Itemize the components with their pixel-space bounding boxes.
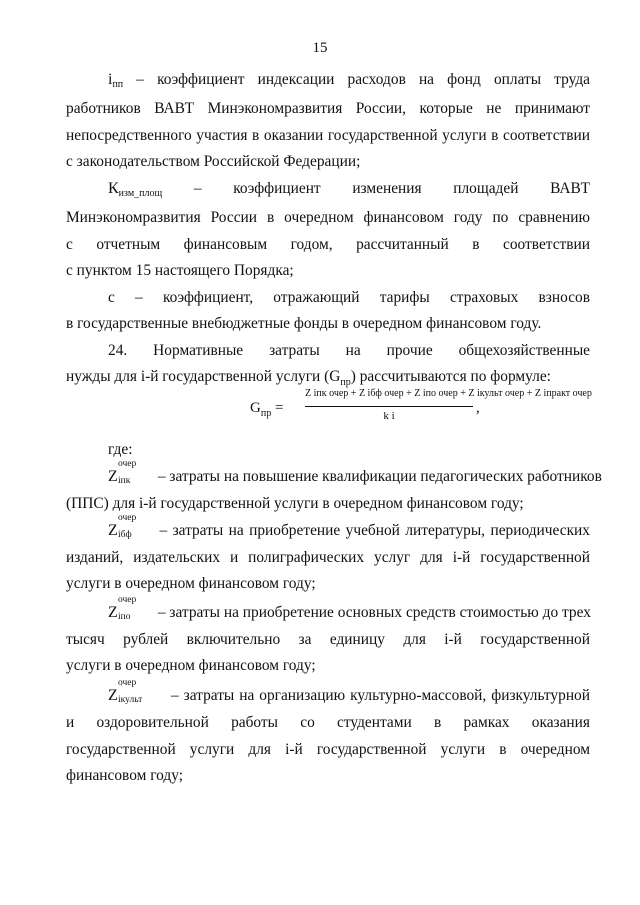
paragraph-3-line-1: с – коэффициент, отражающий тарифы страховых взносов <box>108 289 590 306</box>
symbol-i-pp: $i_{пп}$ <box>108 71 124 90</box>
z-ipo-line-1: Z очер iпо – затраты на приобретение основных средств стоимостью до трех <box>108 595 591 622</box>
formula-numerator: Z iпк очер + Z iбф очер + Z iпо очер + Z iкульт очер + Z iпракт очер <box>305 388 592 399</box>
paragraph-2-line-1: $К_{изм\_площ}$ – коэффициент изменения площадей ВАВТ <box>108 180 590 199</box>
z-ikult-line-1: Z очер iкульт – затраты на организацию культурно-массовой, физкультурной <box>108 678 590 705</box>
z-ipk-line-2: (ППС) для i-й государственной услуги в очередном финансовом году; <box>66 495 524 512</box>
z-ipo-line-2: тысяч рублей включительно за единицу для i-й государственной <box>66 631 590 648</box>
z-ipo-line-3: услуги в очередном финансовом году; <box>66 657 316 674</box>
symbol-k-izm-plosch: $К_{изм\_площ}$ <box>108 180 163 199</box>
paragraph-1-line-4: с законодательством Российской Федерации; <box>66 153 361 170</box>
item-24-line-2: нужды для i-й государственной услуги $(G_{пр})$ рассчитываются по формуле: <box>66 368 551 389</box>
formula-lhs: $G_{пр}$ = <box>250 400 284 419</box>
symbol-z-ibf: Z очер iбф <box>108 513 137 540</box>
paragraph-1-line-2: работников ВАВТ Минэкономразвития России, которые не принимают <box>66 100 590 117</box>
z-ibf-line-3: услуги в очередном финансовом году; <box>66 575 316 592</box>
page-number: 15 <box>312 40 328 56</box>
formula-g-pr <box>250 388 592 432</box>
paragraph-1-line-3: непосредственного участия в оказании государственной услуги в соответствии <box>66 127 590 144</box>
z-ikult-line-4: финансовом году; <box>66 767 183 784</box>
symbol-z-ikult: Z очер iкульт <box>108 678 143 705</box>
fraction-bar <box>305 406 473 407</box>
symbol-z-ipo: Z очер iпо <box>108 595 137 622</box>
z-ibf-line-1: Z очер iбф – затраты на приобретение учебной литературы, периодических <box>108 513 590 540</box>
paragraph-3-line-2: в государственные внебюджетные фонды в очередном финансовом году. <box>66 315 542 332</box>
paragraph-1-line-1: $i_{пп}$ – коэффициент индексации расходов на фонд оплаты труда <box>108 71 590 90</box>
z-ikult-line-3: государственной услуги для i-й государственной услуги в очередном <box>66 741 590 758</box>
symbol-z-ipk: Z очер iпк <box>108 459 137 486</box>
formula-denominator: k i <box>383 410 395 422</box>
z-ibf-line-2: изданий, издательских и полиграфических услуг для i-й государственной <box>66 549 590 566</box>
where-label: где: <box>108 441 133 458</box>
z-ikult-line-2: и оздоровительной работы со студентами в рамках оказания <box>66 714 590 731</box>
paragraph-2-line-3: с отчетным финансовым годом, рассчитанный в соответствии <box>66 236 590 253</box>
z-ipk-line-1: Z очер iпк – затраты на повышение квалификации педагогических работников <box>108 459 602 486</box>
formula-comma: , <box>476 400 480 416</box>
paragraph-2-line-2: Минэкономразвития России в очередном финансовом году по сравнению <box>66 209 590 226</box>
item-24-line-1: 24. Нормативные затраты на прочие общехозяйственные <box>108 342 590 359</box>
paragraph-2-line-4: с пунктом 15 настоящего Порядка; <box>66 262 294 279</box>
